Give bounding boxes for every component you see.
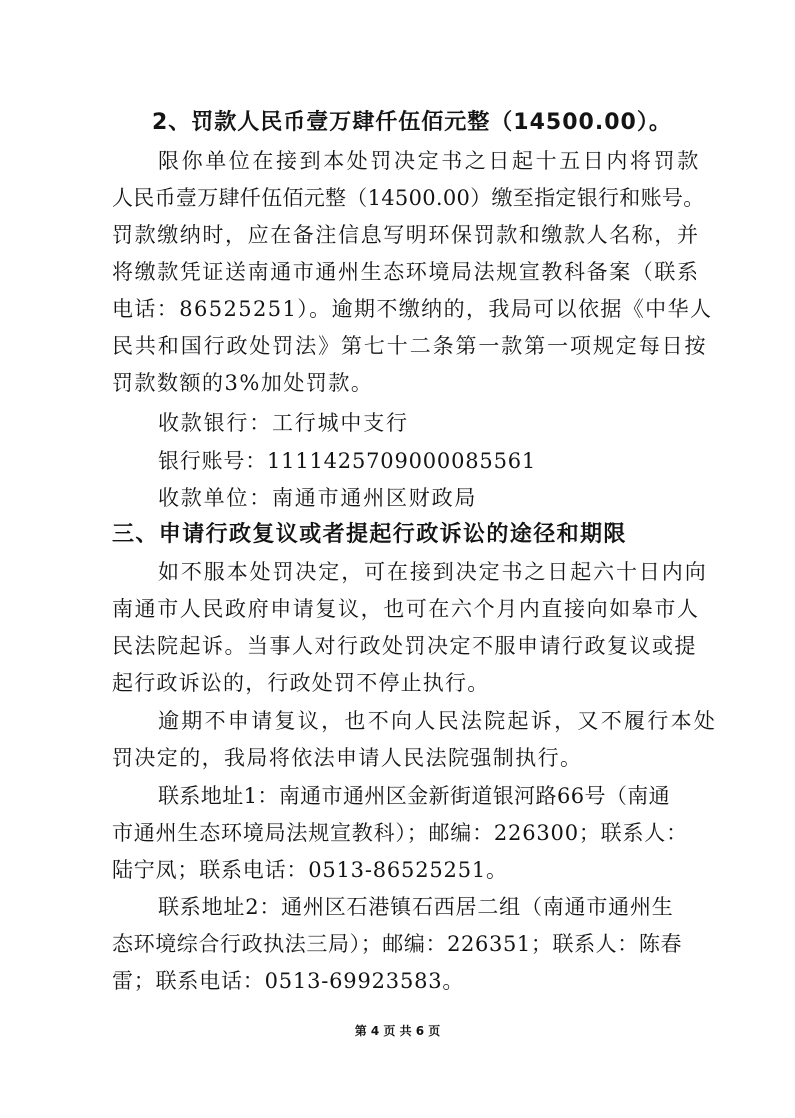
- paragraph-line: 人民币壹万肆仟伍佰元整（14500.00）缴至指定银行和账号。: [112, 186, 705, 210]
- paragraph-line: 罚款缴纳时，应在备注信息写明环保罚款和缴款人名称，并: [112, 223, 700, 247]
- bank-name-line: 收款银行：工行城中支行: [158, 411, 409, 435]
- paragraph-line: 民法院起诉。当事人对行政处罚决定不服申请行政复议或提: [112, 634, 697, 658]
- paragraph-line: 起行政诉讼的，行政处罚不停止执行。: [112, 671, 490, 695]
- paragraph-line: 如不服本处罚决定，可在接到决定书之日起六十日内向: [158, 560, 708, 584]
- contact-address-1-phone: 陆宁凤；联系电话：0513-86525251。: [112, 858, 508, 882]
- paragraph-line: 罚款数额的3%加处罚款。: [112, 371, 374, 395]
- paragraph-line: 将缴款凭证送南通市通州生态环境局法规宣教科备案（联系: [112, 260, 700, 284]
- page-number-footer: 第 4 页 共 6 页: [354, 1024, 441, 1038]
- contact-address-1: 联系地址1：南通市通州区金新街道银河路66号（南通: [158, 784, 671, 808]
- paragraph-line: 电话：86525251）。逾期不缴纳的，我局可以依据《中华人: [112, 297, 713, 321]
- bank-account-line: 银行账号：1111425709000085561: [158, 449, 537, 473]
- paragraph-line: 民共和国行政处罚法》第七十二条第一款第一项规定每日按: [112, 334, 708, 358]
- paragraph-line: 限你单位在接到本处罚决定书之日起十五日内将罚款: [158, 149, 701, 173]
- contact-address-2-phone: 雷；联系电话：0513-69923583。: [112, 969, 465, 993]
- contact-address-1-cont: 市通州生态环境局法规宣教科）；邮编：226300；联系人：: [112, 821, 688, 845]
- paragraph-line: 逾期不申请复议，也不向人民法院起诉，又不履行本处: [158, 709, 718, 733]
- contact-address-2-cont: 态环境综合行政执法三局）；邮编：226351；联系人：陈春: [112, 932, 683, 956]
- section-heading: 三、申请行政复议或者提起行政诉讼的途径和期限: [112, 522, 627, 547]
- payee-line: 收款单位：南通市通州区财政局: [158, 486, 478, 510]
- fine-amount-heading: 2、罚款人民币壹万肆仟伍佰元整（14500.00）。: [152, 110, 672, 135]
- contact-address-2: 联系地址2：通州区石港镇石西居二组（南通市通州生: [158, 895, 674, 919]
- paragraph-line: 罚决定的，我局将依法申请人民法院强制执行。: [112, 746, 583, 770]
- paragraph-line: 南通市人民政府申请复议，也可在六个月内直接向如皋市人: [112, 597, 700, 621]
